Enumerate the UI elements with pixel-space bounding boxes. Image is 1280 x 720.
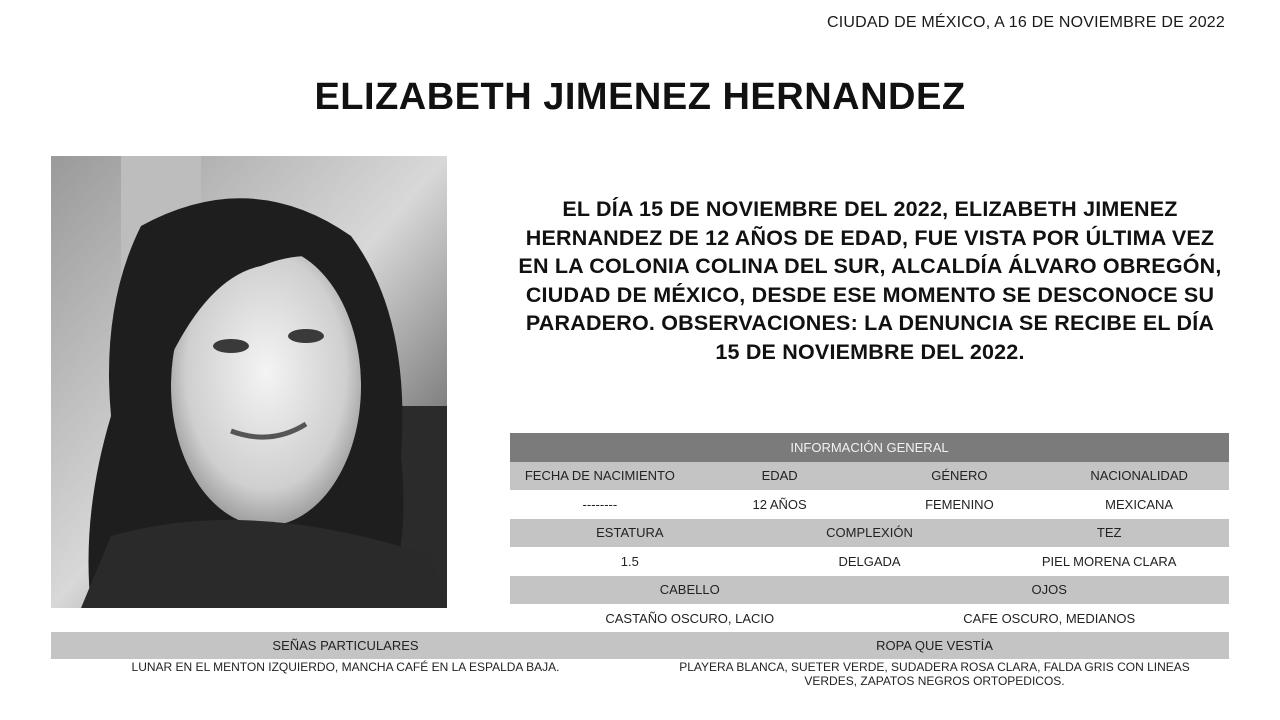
general-info-table — [510, 433, 1229, 633]
value-age: 12 AÑOS — [752, 496, 807, 512]
case-description: EL DÍA 15 DE NOVIEMBRE DEL 2022, ELIZABETH JIMENEZ HERNANDEZ DE 12 AÑOS DE EDAD, FUE VISTA POR ÚLTIMA VEZ EN LA COLONIA COLINA DEL SUR, ALCALDÍA ÁLVARO OBREGÓN, CIUDAD DE MÉXICO, DESDE ESE MOMENTO SE DESCONOCE SU PARADERO. OBSERVACIONES: LA DENUNCIA SE RECIBE EL DÍA 15 DE NOVIEMBRE DEL 2022. — [518, 197, 1222, 364]
value-clothing: PLAYERA BLANCA, SUETER VERDE, SUDADERA ROSA CLARA, FALDA GRIS CON LINEAS VERDES, ZAPATOS NEGROS ORTOPEDICOS. — [679, 660, 1190, 688]
value-build: DELGADA — [838, 553, 901, 569]
value-gender: FEMENINO — [925, 496, 994, 512]
label-age: EDAD — [761, 468, 798, 484]
label-clothing: ROPA QUE VESTÍA — [876, 638, 993, 653]
info-row2-values — [510, 547, 1229, 576]
label-distinctive-marks: SEÑAS PARTICULARES — [272, 638, 419, 653]
value-hair: CASTAÑO OSCURO, LACIO — [605, 610, 775, 626]
value-distinctive-marks: LUNAR EN EL MENTON IZQUIERDO, MANCHA CAFÉ EN LA ESPALDA BAJA. — [131, 660, 560, 674]
info-row3-values — [510, 604, 1229, 633]
info-row3-labels — [510, 576, 1229, 605]
label-hair: CABELLO — [659, 582, 720, 598]
person-name-title: ELIZABETH JIMENEZ HERNANDEZ — [314, 76, 966, 118]
info-row2-labels — [510, 519, 1229, 548]
info-section-title — [510, 433, 1229, 462]
value-eyes: CAFE OSCURO, MEDIANOS — [963, 610, 1136, 626]
info-section-title-text: INFORMACIÓN GENERAL — [790, 439, 949, 455]
value-complexion: PIEL MORENA CLARA — [1041, 553, 1177, 569]
info-row1-values — [510, 490, 1229, 519]
label-eyes: OJOS — [1031, 582, 1067, 598]
label-complexion: TEZ — [1096, 525, 1122, 541]
value-height: 1.5 — [620, 553, 639, 569]
bottom-values — [51, 660, 1229, 688]
label-height: ESTATURA — [596, 525, 664, 541]
value-birthdate: -------- — [582, 496, 618, 512]
bottom-labels — [51, 632, 1229, 659]
label-build: COMPLEXIÓN — [826, 525, 913, 541]
label-nationality: NACIONALIDAD — [1090, 468, 1188, 484]
date-line: CIUDAD DE MÉXICO, A 16 DE NOVIEMBRE DE 2022 — [826, 14, 1225, 31]
info-row1-labels — [510, 462, 1229, 491]
person-photo — [51, 156, 447, 608]
value-nationality: MEXICANA — [1105, 496, 1174, 512]
label-gender: GÉNERO — [931, 468, 988, 484]
label-birthdate: FECHA DE NACIMIENTO — [524, 468, 675, 484]
